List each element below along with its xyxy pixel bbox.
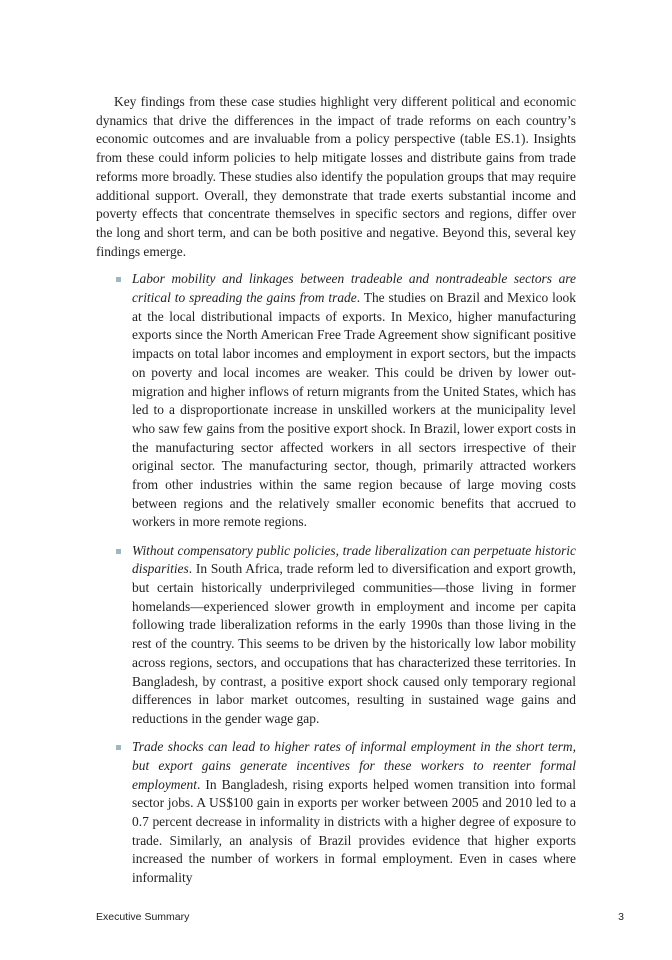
footer-section-title: Executive Summary <box>96 911 190 923</box>
finding-lead: Labor mobility and linkages between tradeable and nontradeable sectors are critical to spreading the gains from trade <box>132 271 576 306</box>
finding-item <box>96 542 576 729</box>
finding-body: . The studies on Brazil and Mexico look at the local distributional impacts of exports. In Mexico, higher manufacturing exports since the North American Free Trade Agreement show significant positive impacts on total labor incomes and employment in export sectors, but the impacts on poverty and local incomes are weaker. This could be driven by lower out-migration and higher inflows of return migrants from the United States, which has led to a disproportionate increase in unskilled workers at the municipality level who saw few gains from the positive export shock. In Brazil, lower export costs in the manufacturing sector affected workers in all sectors irrespective of their original sector. The manufacturing sector, though, primarily attracted workers from other industries within the same region because of large moving costs between regions and the relatively smaller economic benefits that accrued to workers in more remote regions. <box>132 290 576 530</box>
page-number: 3 <box>618 911 624 923</box>
finding-lead: Without compensatory public policies, trade liberalization can perpetuate historic disparities <box>132 542 576 577</box>
square-bullet-icon <box>116 277 121 282</box>
intro-paragraph: Key findings from these case studies highlight very different political and economic dynamics that drive the differences in the impact of trade reforms on each country’s economic outcomes and are invaluable from a policy perspective (table ES.1). Insights from these could inform policies to help mitigate losses and distribute gains from trade reforms more broadly. These studies also identify the population groups that may require additional support. Overall, they demonstrate that trade exerts substantial income and poverty effects that concentrate themselves in specific sectors and regions, differ over the long and short term, and can be both positive and negative. Beyond this, several key findings emerge. <box>96 94 576 259</box>
finding-item <box>96 738 576 888</box>
square-bullet-icon <box>116 549 121 554</box>
findings-list <box>96 270 576 888</box>
finding-body: . In South Africa, trade reform led to diversification and export growth, but certain historically underprivileged communities—those living in former homelands—experienced slower growth in employment and income per capita following trade liberalization reforms in the early 1990s than those living in the rest of the country. This seems to be driven by the historically low labor mobility across regions, sectors, and occupations that has characterized these territories. In Bangladesh, by contrast, a positive export shock caused only temporary regional differences in labor market outcomes, resulting in sustained wage gains and reductions in the gender wage gap. <box>132 561 576 726</box>
square-bullet-icon <box>116 745 121 750</box>
finding-lead: Trade shocks can lead to higher rates of informal employment in the short term, but export gains generate incentives for these workers to reenter formal employment <box>132 739 576 792</box>
page-body <box>96 93 576 897</box>
finding-item <box>96 270 576 532</box>
finding-body: . In Bangladesh, rising exports helped women transition into formal sector jobs. A US$100 gain in exports per worker between 2005 and 2010 led to a 0.7 percent decrease in informality in districts with a higher degree of exposure to trade. Similarly, an analysis of Brazil provides evidence that higher exports increased the number of workers in formal employment. Even in cases where informality <box>132 776 576 886</box>
